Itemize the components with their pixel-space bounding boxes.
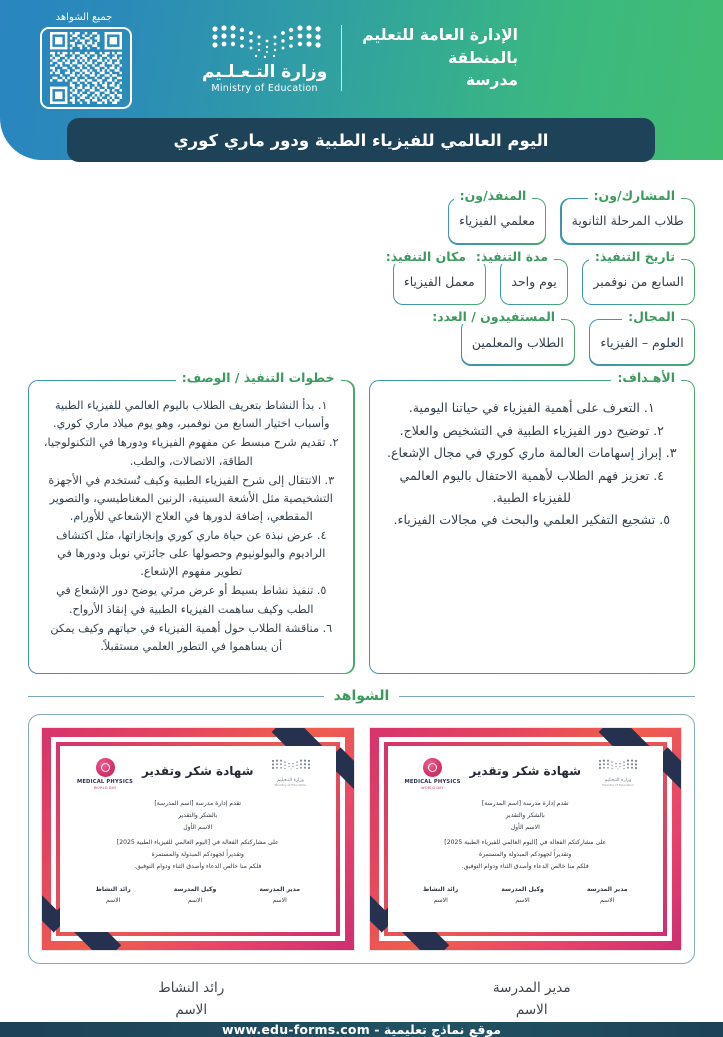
certificate-line: الاسم الأول: [510, 823, 540, 831]
fields-row-2: [28, 248, 695, 306]
certificate-moe-en: Ministry of Education: [602, 783, 634, 788]
certificate-line: وتقديراً لجهودكم المبذولة والمستمرة: [151, 851, 244, 859]
palm-dots-icon: [597, 758, 639, 772]
qr-frame[interactable]: [40, 27, 132, 109]
field-date-body: [583, 260, 693, 304]
qr-block[interactable]: [36, 12, 132, 109]
evidence-heading: [28, 688, 695, 704]
certificate-line: فلكم منا خالص الدعاء وأصدق الثناء ودوام التوفيق.: [461, 863, 589, 871]
signature-role: مدير المدرسة: [586, 886, 628, 894]
palm-dots-icon: [270, 758, 312, 772]
field-beneficiaries: [432, 309, 576, 366]
certificate-line: تقدم إدارة مدرسة [اسم المدرسة]: [481, 799, 569, 807]
medical-physics-label: MEDICAL PHYSICS: [76, 779, 134, 786]
signature-block: [587, 885, 628, 907]
header-inner: [0, 0, 723, 120]
steps-panel-label: خطوات التنفيذ / الوصف:: [176, 370, 341, 385]
administration-text: [352, 24, 518, 91]
steps-item: ٦. مناقشة الطلاب حول أهمية الفيزياء في حياتهم وكيف يمكن أن يساهموا في التطور العلمي مستقبلاً.: [50, 621, 333, 653]
field-domain-body: [590, 320, 693, 364]
field-executor-value: معلمي الفيزياء: [459, 213, 536, 229]
ministry-name-ar: وزارة التـعـلـيم: [201, 62, 328, 82]
certificates-container: [28, 714, 695, 964]
steps-item: ٤. عرض نبذة عن حياة ماري كوري وإنجازاتها، مثل اكتشاف الراديوم والبولونيوم وحصولها على جائزتي نوبل ودورها في تطوير مفهوم الإشعاع.: [56, 529, 327, 579]
field-duration-label: مدة التنفيذ:: [470, 249, 554, 264]
admin-line-3: مدرسة: [465, 71, 518, 90]
field-participants-label: المشارك/ون:: [588, 188, 681, 203]
field-place-value: معمل الفيزياء: [403, 274, 475, 290]
atom-icon: [423, 758, 442, 777]
field-place-label: مكان التنفيذ:: [380, 249, 472, 264]
signature-block: [423, 885, 458, 907]
certificate-header-row: [402, 758, 650, 790]
field-participants-body: [562, 199, 694, 243]
certificate-line: الاسم الأول: [183, 823, 213, 831]
steps-panel-body: [29, 381, 353, 673]
admin-line-2: بالمنطقة: [448, 48, 518, 67]
steps-panel: [28, 369, 355, 675]
page-title-bar: [67, 118, 655, 162]
certificate-line: بالشكر والتقدير: [505, 811, 545, 819]
signature-block: [501, 885, 544, 907]
caption-name: الاسم: [515, 1001, 548, 1018]
evidence-rule-left: [28, 696, 324, 697]
signature-name: الاسم: [272, 897, 287, 905]
evidence-section: [28, 688, 695, 1021]
goals-item: ١. التعرف على أهمية الفيزياء في حياتنا اليومية.: [408, 400, 655, 416]
goals-panel-label: الأهـداف:: [611, 370, 681, 385]
medical-physics-sublabel: WORLD DAY: [93, 785, 117, 790]
certificate-body: [60, 746, 336, 932]
signature-name: الاسم: [599, 897, 615, 905]
certificate-moe-logo: [587, 758, 649, 787]
field-executor-body: [449, 199, 545, 243]
evidence-label: الشواهد: [333, 688, 390, 705]
steps-item: ٥. تنفيذ نشاط بسيط أو عرض مرئي يوضح دور الإشعاع في الطب وكيف ساهمت الفيزياء الطبية في إنقاذ الأرواح.: [56, 584, 327, 616]
signature-name: الاسم: [515, 897, 530, 905]
steps-list: [43, 397, 339, 656]
field-beneficiaries-body: [462, 320, 574, 364]
field-executor-label: المنفذ/ون:: [454, 188, 533, 203]
field-place-body: [394, 260, 485, 304]
certificate-signatures: [74, 885, 322, 907]
field-domain: [589, 309, 695, 366]
field-duration-value: يوم واحد: [511, 274, 557, 290]
field-duration-body: [501, 260, 566, 304]
field-date-label: تاريخ التنفيذ:: [589, 249, 681, 264]
certificate-body: [388, 746, 664, 932]
field-participants-value: طلاب المرحلة الثانوية: [571, 213, 684, 229]
field-place: [385, 248, 486, 306]
certificate-text-block: [74, 798, 322, 873]
caption-role: رائد النشاط: [158, 980, 225, 997]
certificate-line: فلكم منا خالص الدعاء وأصدق الثناء ودوام التوفيق.: [134, 863, 262, 871]
steps-item: ٣. الانتقال إلى شرح الفيزياء الطبية وكيف تُستخدم في الأجهزة التشخيصية مثل الأشعة السينية، الرنين المغناطيسي، والتصوير المقطعي، إضافة لدورها في العلاج الإشعاعي للأورام.: [48, 473, 335, 523]
medical-physics-label: MEDICAL PHYSICS: [404, 779, 461, 786]
signature-block: [259, 885, 300, 907]
goals-item: ٣. إبراز إسهامات العالمة ماري كوري في مجال الإشعاع.: [386, 445, 677, 461]
certificate-line: تقدم إدارة مدرسة [اسم المدرسة]: [154, 799, 242, 807]
signature-block: [96, 885, 131, 907]
certificate-card[interactable]: [369, 727, 683, 951]
vertical-divider: [341, 25, 342, 91]
certificate-header-row: [74, 758, 322, 790]
field-domain-label: المجال:: [622, 309, 681, 324]
atom-icon: [96, 758, 115, 777]
goals-panel-body: [370, 381, 694, 673]
admin-line-1: الإدارة العامة للتعليم: [362, 26, 518, 45]
field-beneficiaries-label: المستفيدون / العدد:: [426, 309, 561, 324]
certificate-line: وتقديراً لجهودكم المبذولة والمستمرة: [479, 851, 572, 859]
steps-item: ٢. تقديم شرح مبسط عن مفهوم الفيزياء ودورها في التكنولوجيا، الطاقة، الاتصالات، والطب.: [43, 436, 339, 468]
field-date: [582, 248, 695, 306]
certificate-slot[interactable]: [369, 727, 683, 951]
evidence-rule-right: [399, 696, 695, 697]
certificate-card[interactable]: [41, 727, 355, 951]
signature-role: مدير المدرسة: [259, 886, 300, 894]
certificate-moe-ar: وزارة التـعـليم: [277, 778, 304, 784]
ministry-logo: [202, 22, 331, 94]
field-executor: [448, 188, 547, 245]
medical-physics-sublabel: WORLD DAY: [421, 785, 444, 790]
certificate-caption: [28, 978, 355, 1021]
caption-role: مدير المدرسة: [492, 980, 571, 997]
ministry-name-en: Ministry of Education: [211, 82, 318, 94]
certificate-line: على مشاركتكم الفعالة في [اليوم العالمي للفيزياء الطبية 2025]: [444, 839, 607, 847]
qr-code-icon[interactable]: [50, 32, 122, 104]
field-participants: [560, 188, 695, 245]
field-domain-value: العلوم – الفيزياء: [600, 334, 684, 350]
certificate-title: شهادة شكر وتقدير: [469, 764, 582, 779]
medical-physics-logo: [74, 758, 136, 790]
page-title: اليوم العالمي للفيزياء الطبية ودور ماري كوري: [173, 130, 549, 150]
signature-role: وكيل المدرسة: [501, 886, 544, 894]
certificate-line: بالشكر والتقدير: [178, 811, 218, 819]
goals-panel: [369, 369, 696, 675]
certificate-captions: [28, 978, 695, 1021]
steps-item: ١. بدأ النشاط بتعريف الطلاب باليوم العالمي للفيزياء الطبية وأسباب اختيار السابع من نوفمبر، وهو يوم ميلاد ماري كوري.: [53, 399, 330, 431]
goals-item: ٤. تعزيز فهم الطلاب لأهمية الاحتفال باليوم العالمي للفيزياء الطبية.: [399, 468, 664, 505]
certificate-signatures: [402, 885, 650, 907]
field-beneficiaries-value: الطلاب والمعلمين: [471, 334, 564, 350]
certificate-title: شهادة شكر وتقدير: [141, 764, 254, 779]
certificate-text-block: [402, 798, 650, 873]
goals-item: ٥. تشجيع التفكير العلمي والبحث في مجالات الفيزياء.: [393, 512, 670, 528]
field-date-value: السابع من نوفمبر: [593, 274, 684, 290]
certificate-caption: [369, 978, 696, 1021]
panels-row: [28, 369, 695, 675]
ministry-block: [202, 22, 518, 94]
signature-name: الاسم: [187, 897, 203, 905]
fields-row-3: [28, 309, 695, 366]
certificate-line: على مشاركتكم الفعالة في [اليوم العالمي للفيزياء الطبية 2025]: [116, 839, 279, 847]
signature-role: رائد النشاط: [423, 886, 459, 894]
caption-name: الاسم: [175, 1001, 208, 1018]
footer-text: موقع نماذج تعليمية - www.edu-forms.com: [221, 1021, 502, 1037]
certificate-moe-logo: [260, 758, 322, 787]
signature-name: الاسم: [105, 897, 121, 905]
page-header: [0, 0, 723, 160]
qr-label: جميع الشواهد: [55, 12, 113, 23]
medical-physics-logo: [402, 758, 464, 790]
goals-item: ٢. توضيح دور الفيزياء الطبية في التشخيص والعلاج.: [399, 422, 664, 438]
signature-role: رائد النشاط: [95, 886, 131, 894]
main-content: [0, 160, 723, 1022]
signature-role: وكيل المدرسة: [173, 886, 217, 894]
fields-row-1: [28, 188, 695, 245]
field-duration: [475, 248, 568, 306]
certificate-moe-en: Ministry of Education: [274, 783, 307, 788]
certificate-slot[interactable]: [41, 727, 355, 951]
palm-dots-icon: [209, 22, 321, 60]
signature-block: [174, 885, 217, 907]
certificate-moe-ar: وزارة التـعـليم: [604, 778, 632, 784]
goals-list: [384, 397, 680, 531]
signature-name: الاسم: [433, 897, 448, 905]
